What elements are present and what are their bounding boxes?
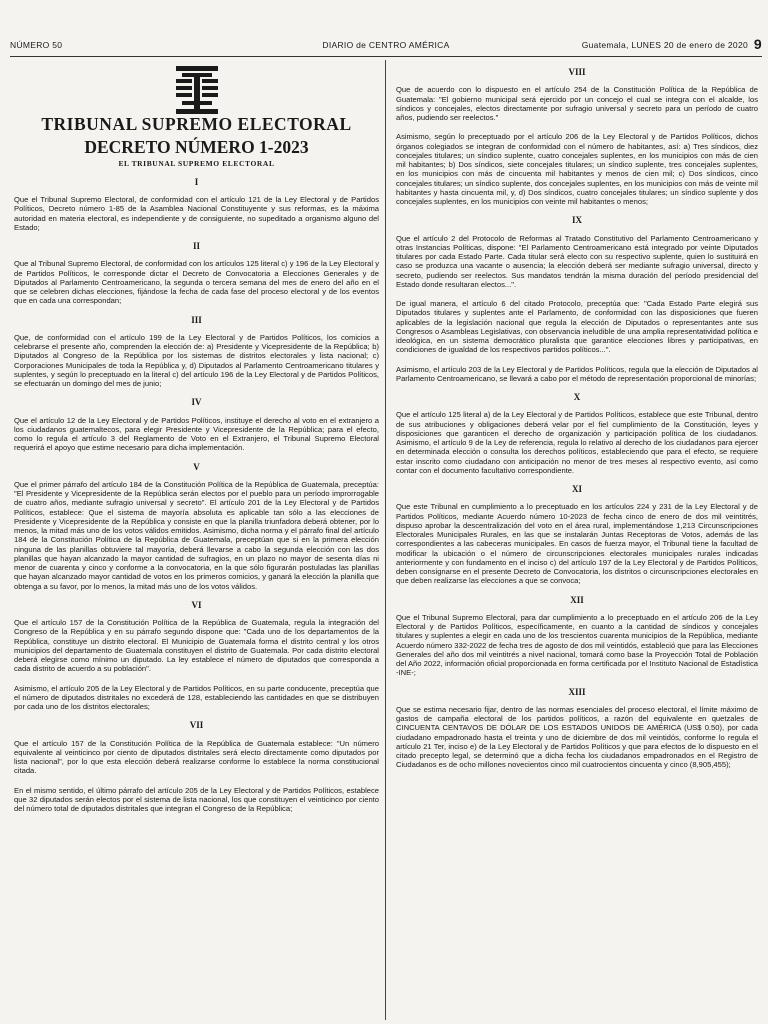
section-heading: X [573, 392, 581, 402]
section-paragraph: Asimismo, el artículo 205 de la Ley Electoral y de Partidos Políticos, en su parte conducente, preceptúa que el número de diputados distritales no excederá de 128, estableciendo las cantidades en que se distribuyen por cada uno de los distritos electorales; [14, 683, 379, 711]
tse-emblem-icon [172, 64, 222, 116]
section-heading: XIII [568, 686, 586, 697]
section-paragraph: Asimismo, el artículo 203 de la Ley Electoral y de Partidos Políticos, regula que la elección de Diputados al Parlamento Centroamericano, se llevará a cabo por el método de representación proporcional de minorías; [396, 364, 758, 383]
section-heading: I [194, 176, 199, 187]
section-paragraph: Que el Tribunal Supremo Electoral, de conformidad con el artículo 121 de la Ley Electoral y de Partidos Políticos, Decreto número 1-85 de la Asamblea Nacional Constituyente y sus reformas, es la máxima autoridad en materia electoral, es independiente y de consiguiente, no supeditado a organismo alguno del Estado; [14, 195, 379, 232]
page-number: 9 [753, 36, 762, 52]
section-heading: XI [571, 484, 582, 494]
section-paragraph: Que el Tribunal Supremo Electoral, para dar cumplimiento a lo preceptuado en el artículo 206 de la Ley Electoral y de Partidos Políticos, específicamente, en cuanto a la cantidad de síndicos y concejales titulares y suplentes a elegir en cada uno de los trescientos cuarenta municipios de la República, mediante Acuerdo número 332-2022 de fecha tres de agosto de dos mil veintidós, estableció que para las Elecciones Generales del año dos mil veintitrés a nivel nacional, tomará como base la Proyección Total de Población del Año 2022, información oficial proporcionada en forma certificada por el Instituto Nacional de Estadística -INE-; [396, 612, 758, 678]
newspaper-title: DIARIO de CENTRO AMÉRICA [322, 40, 450, 50]
left-column [14, 62, 379, 823]
column-divider [385, 60, 386, 1020]
section-paragraph: Asimismo, según lo preceptuado por el artículo 206 de la Ley Electoral y de Partidos Políticos, dichos órganos colegiados se integran de conformidad con el número de habitantes, así: a) Tres síndicos, diez concejales titulares; un síndico suplente, cuatro concejales suplentes, en los municipios con más de cien mil habitantes; b) Dos síndicos, siete concejales titulares; un síndico suplente, tres concejales suplentes, en los municipios con más de cincuenta mil habitantes y menos de cien mil; c) Dos síndicos, cinco concejales titulares; un síndico suplente, dos concejales suplentes, en los municipios con más de veinte mil habitantes y hasta cincuenta mil, y, d) Dos síndicos, cuatro concejales titulares; un síndico suplente y dos concejales suplentes, en los municipios con veinte mil habitantes o menos; [396, 132, 758, 206]
section-paragraph: En el mismo sentido, el último párrafo del artículo 205 de la Ley Electoral y de Partidos Políticos, establece que 32 diputados serán electos por el sistema de lista nacional, los que constituyen el veinticinco por ciento del número total de diputados distritales que integran el Congreso de la República; [14, 785, 379, 813]
section-paragraph: Que el artículo 157 de la Constitución Política de la República de Guatemala, regula la integración del Congreso de la República y en su párrafo segundo dispone que: "Cada uno de los departamentos de la República, constituye un distrito electoral. El Municipio de Guatemala forma el distrito central y los otros municipios del departamento de Guatemala constituyen el distrito de Guatemala. Por cada distrito electoral deberá elegirse como mínimo un diputado. La ley establece el número de diputados que corresponda a cada distrito de acuerdo a su población". [14, 618, 379, 674]
section-paragraph: Que este Tribunal en cumplimiento a lo preceptuado en los artículos 224 y 231 de la Ley Electoral y de Partidos Políticos, mediante Acuerdo número 10-2023 de fecha cinco de enero de dos mil veintitrés, dispuso aprobar la descentralización del voto en el área rural, implementándose 1,213 Circunscripciones Electorales Municipales Rurales, en las que se instalarán Juntas Receptoras de Votos, además de las correspondientes a las cabeceras municipales. En casos de fuerza mayor, el Tribunal tiene la facultad de modificar la ubicación o el número de circunscripciones electorales municipales rurales indicadas anteriormente y con fundamento en el inciso c) del artículo 197 de la Ley Electoral y de Partidos Políticos, deben consignarse en el presente Decreto de Convocatoria, los distritos o circunscripciones electorales en que deben realizarse las elecciones a que se convoca; [396, 502, 758, 586]
section-paragraph: Que de acuerdo con lo dispuesto en el artículo 254 de la Constitución Política de la República de Guatemala: "El gobierno municipal será ejercido por un concejo el cual se integra con el alcalde, los síndicos y concejales, electos directamente por sufragio universal y secreto para un período de cuatro años, pudiendo ser reelectos." [396, 85, 758, 122]
section-heading: VII [189, 720, 204, 731]
section-paragraph: Que el artículo 12 de la Ley Electoral y de Partidos Políticos, instituye el derecho al voto en el extranjero a los ciudadanos guatemaltecos, para elegir Presidente y Vicepresidente de la República; para el efecto, como lo regula el artículo 3 del Reglamento de Voto en el Extranjero, el Tribunal Supremo Electoral requerirá el apoyo que estime necesario para dicha implementación. [14, 415, 379, 453]
section-paragraph: Que el artículo 157 de la Constitución Política de la República de Guatemala establece: "Un número equivalente al veinticinco por ciento de diputados distritales será electo directamente como diputados por lista nacional", por lo que esta elección deberá realizarse conforme lo establece la norma constitucional citada. [14, 738, 379, 776]
right-sections [396, 68, 758, 770]
section-heading: VIII [568, 67, 586, 77]
section-paragraph: De igual manera, el artículo 6 del citado Protocolo, preceptúa que: "Cada Estado Parte elegirá sus Diputados titulares y suplentes ante el Parlamento, de conformidad con las disposiciones que fueren aplicables de la legislación nacional que regula la elección de Diputados o representantes ante sus Congresos o Asambleas Legislativas, con observancia ineludible de una amplia representatividad política e ideológica, en un sistema democrático pluralista que garantice elecciones libres y participativas, en condiciones de igualdad de los respectivos partidos políticos...". [396, 299, 758, 355]
issue-number: NÚMERO 50 [10, 40, 63, 50]
decree-title: DECRETO NÚMERO 1-2023 [84, 137, 309, 158]
section-paragraph: Que el primer párrafo del artículo 184 de la Constitución Política de la República de Guatemala, preceptúa: "El Presidente y Vicepresidente de la República serán electos por el pueblo para un período improrrogable de cuatro años, mediante sufragio universal y secreto". El artículo 201 de la Ley Electoral y de Partidos Políticos, establece: Que el sistema de mayoría absoluta es aplicable tan sólo a las elecciones de Presidente y Vicepresidente de la República y consiste en que la planilla triunfadora deberá obtener, por lo menos, la mitad más uno de los votos válidos emitidos. Asimismo, dicha norma y el párrafo final del artículo 184 de la Constitución Política de la República de Guatemala, preceptúan que si en la primera elección ninguna de las planillas obtuviere tal mayoría, deberá llevarse a cabo la segunda elección con las dos planillas que hayan alcanzado la mayor cantidad de sufragios, en un plazo no mayor de sesenta días ni menor de cuarenta y cinco y conforme a la convocatoria, en la que sólo figurarán postuladas las planillas que hayan alcanzado mayor cantidad de votos en los primeros comicios, y ganará la elección la planilla que obtenga a su favor, por lo menos, la mitad más uno de los votos válidos. [14, 479, 379, 591]
section-heading: V [193, 461, 200, 472]
issue-date: Guatemala, LUNES 20 de enero de 2020 [581, 40, 748, 50]
section-paragraph: Que el artículo 2 del Protocolo de Reformas al Tratado Constitutivo del Parlamento Centroamericano y otras Instancias Políticas, dispone: "El Parlamento Centroamericano está integrado por veinte Diputados titulares por cada Estado Parte. Cada titular será electo con su respectivo suplente, quien lo sustituirá en caso se produzca una vacante o ausencia; la elección deberá ser mediante sufragio universal, directo y secreto, pudiendo ser reelectos. Sus mandatos tendrán la misma duración del período presidencial del Estado donde resultaran electos...". [396, 233, 758, 289]
section-paragraph: Que al Tribunal Supremo Electoral, de conformidad con los artículos 125 literal c) y 196 de la Ley Electoral y de Partidos Políticos, le corresponde dictar el Decreto de Convocatoria a Elecciones Generales y de Diputados al Parlamento Centroamericano, la segunda o tercera semana del mes de enero del año en el que se celebren dichas elecciones, fijándose la fecha de cada fase del proceso electoral y de los eventos que en cada una correspondan; [14, 259, 379, 306]
section-heading: III [191, 314, 202, 325]
page-header [10, 38, 762, 52]
right-column [396, 62, 758, 780]
institution-name: TRIBUNAL SUPREMO ELECTORAL [41, 114, 352, 134]
section-heading: II [192, 241, 200, 251]
decree-subtitle: EL TRIBUNAL SUPREMO ELECTORAL [118, 158, 275, 168]
section-heading: VI [191, 599, 202, 610]
left-sections [14, 178, 379, 814]
section-heading: XII [570, 594, 584, 605]
section-paragraph: Que el artículo 125 literal a) de la Ley Electoral y de Partidos Políticos, establece que este Tribunal, dentro de sus atribuciones y obligaciones deberá velar por el fiel cumplimiento de la Constitución, leyes y disposiciones que garanticen el derecho de organización y participación política de los ciudadanos. Asimismo, el artículo 9 de la Ley de referencia, regula lo relativo al derecho de los ciudadanos para ejercer en determinada elección o consulta los derechos políticos, estableciendo que para el efecto, se requiere estar inscrito como ciudadano con anticipación no menor de tres meses al respectivo evento, así como contar con el documento facultativo correspondiente. [396, 410, 758, 475]
header-rule [10, 56, 762, 57]
section-paragraph: Que se estima necesario fijar, dentro de las normas esenciales del proceso electoral, el límite máximo de gastos de campaña electoral de los partidos políticos, a razón del equivalente en quetzales de CINCUENTA CENTAVOS DE DÓLAR DE LOS ESTADOS UNIDOS DE AMÉRICA (US$ 0.50), por cada ciudadano empadronado hasta el treinta y uno de diciembre de dos mil veintidós, conforme lo regula el artículo 21 Ter, inciso e) de la Ley Electoral y de Partidos Políticos y que para efectos de lo dispuesto en el citado precepto legal, se determinó que a dicha fecha los ciudadanos empadronados en el Registro de Ciudadanos es de ocho millones novecientos cinco mil cuatrocientos cincuenta y cinco (8,905,455); [396, 704, 758, 770]
section-paragraph: Que, de conformidad con el artículo 199 de la Ley Electoral y de Partidos Políticos, los comicios a celebrarse el presente año, comprenden la elección de: a) Presidente y Vicepresidente de la República; b) Diputados al Congreso de la República por los sistemas de distritos electorales y lista nacional; c) Corporaciones Municipales de toda la República y, d) Diputados al Parlamento Centroamericano titulares y suplentes, y según lo preceptuado en la literal c) del artículo 196 de la Ley Electoral y de Partidos Políticos, se efectuarán un domingo del mes de junio; [14, 332, 379, 388]
section-heading: IV [191, 397, 202, 408]
section-heading: IX [571, 215, 582, 226]
